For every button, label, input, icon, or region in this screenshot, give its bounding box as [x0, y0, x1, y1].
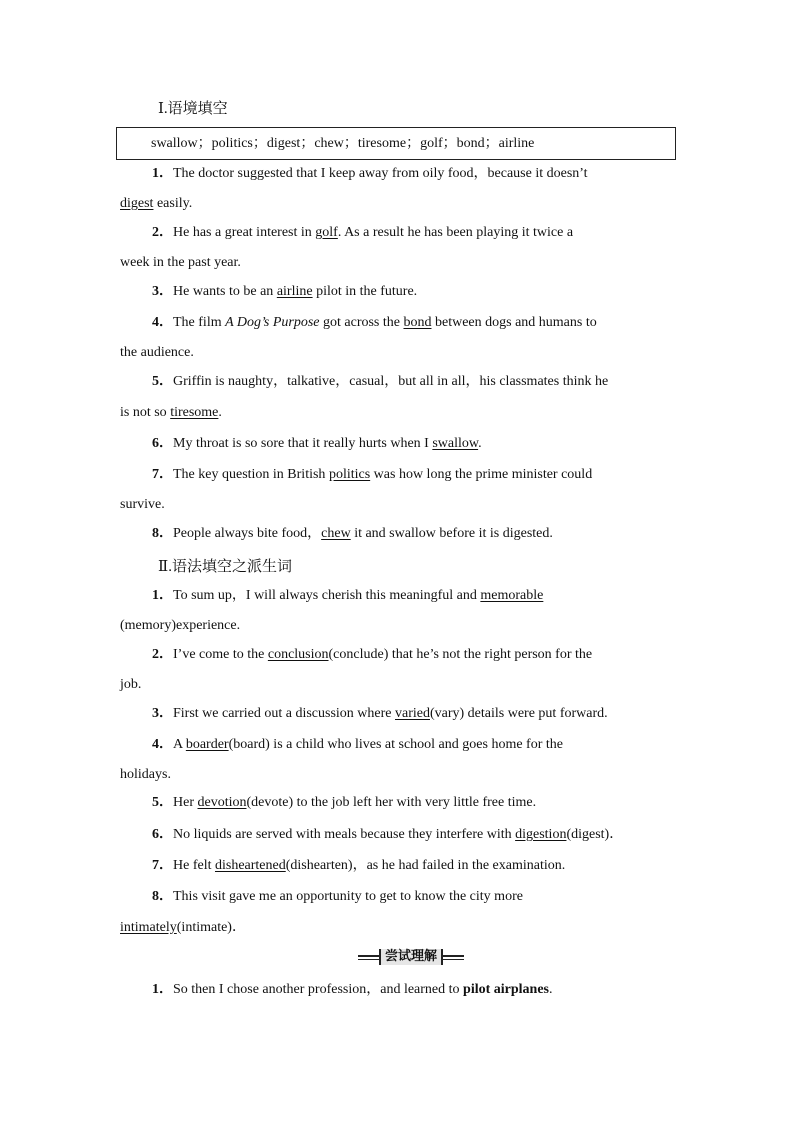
banner-label: 尝试理解: [379, 949, 443, 965]
s1-item-8: 8．People always bite food，chew it and swallow before it is digested.: [152, 526, 553, 541]
s1-item-5-line1: 5．Griffin is naughty，talkative，casual，but all in all，his classmates think he: [152, 374, 609, 389]
s2-item-4-line2: holidays.: [120, 767, 171, 782]
s2-item-2-line2: job.: [120, 677, 142, 692]
s2-item-3: 3．First we carried out a discussion where varied(vary) details were put forward.: [152, 706, 608, 721]
s2-item-1-line1: 1．To sum up，I will always cherish this meaningful and memorable: [152, 588, 544, 603]
answer: intimately: [120, 920, 177, 935]
s1-item-4-line1: 4．The film A Dog’s Purpose got across the bond between dogs and humans to: [152, 315, 597, 330]
answer: conclusion: [267, 647, 329, 662]
answer: politics: [328, 467, 371, 482]
answer: tiresome: [170, 405, 219, 420]
answer: memorable: [480, 588, 544, 603]
word-bank: swallow；politics；digest；chew；tiresome；golf；bond；airline: [151, 136, 535, 151]
s2-item-1-line2: (memory)experience.: [120, 618, 241, 633]
s1-item-6: 6．My throat is so sore that it really hurts when I swallow.: [152, 436, 482, 451]
s1-item-2-line1: 2．He has a great interest in golf. As a result he has been playing it twice a: [152, 225, 574, 240]
answer: varied: [395, 706, 430, 721]
answer: disheartened: [214, 858, 286, 873]
section2-heading: Ⅱ.语法填空之派生词: [158, 559, 292, 575]
s2-item-8-line1: 8．This visit gave me an opportunity to get to know the city more: [152, 889, 523, 904]
s2-item-7: 7．He felt disheartened(dishearten)，as he had failed in the examination.: [152, 858, 566, 873]
answer: airline: [276, 284, 313, 299]
s2-item-6: 6．No liquids are served with meals because they interfere with digestion(digest)．: [152, 827, 624, 842]
s2-item-8-line2: intimately(intimate)．: [120, 920, 246, 935]
answer: chew: [321, 526, 351, 541]
s1-item-2-line2: week in the past year.: [120, 255, 241, 270]
answer: digest: [120, 196, 154, 211]
answer: boarder: [185, 737, 229, 752]
try-understand-banner: [358, 949, 464, 965]
answer: swallow: [432, 436, 479, 451]
answer: devotion: [197, 795, 247, 810]
section1-heading: Ⅰ.语境填空: [158, 101, 228, 117]
s1-item-3: 3．He wants to be an airline pilot in the future.: [152, 284, 418, 299]
s1-item-1-line2: digest easily.: [120, 196, 193, 211]
answer: bond: [403, 315, 432, 330]
s1-item-7-line1: 7．The key question in British politics was how long the prime minister could: [152, 467, 593, 482]
s1-item-7-line2: survive.: [120, 497, 165, 512]
s3-item-1: 1．So then I chose another profession，and learned to pilot airplanes.: [152, 982, 553, 997]
s2-item-4-line1: 4．A boarder(board) is a child who lives at school and goes home for the: [152, 737, 563, 752]
answer: digestion: [515, 827, 567, 842]
banner-left-bar: [358, 955, 379, 960]
answer: golf: [315, 225, 338, 240]
s2-item-2-line1: 2．I’ve come to the conclusion(conclude) that he’s not the right person for the: [152, 647, 593, 662]
s1-item-1-line1: 1．The doctor suggested that I keep away from oily food，because it doesn’t: [152, 166, 588, 181]
s1-item-5-line2: is not so tiresome.: [120, 405, 222, 420]
word-bank-box: [116, 127, 676, 160]
banner-right-bar: [443, 955, 464, 960]
s1-item-4-line2: the audience.: [120, 345, 194, 360]
s2-item-5: 5．Her devotion(devote) to the job left her with very little free time.: [152, 795, 537, 810]
